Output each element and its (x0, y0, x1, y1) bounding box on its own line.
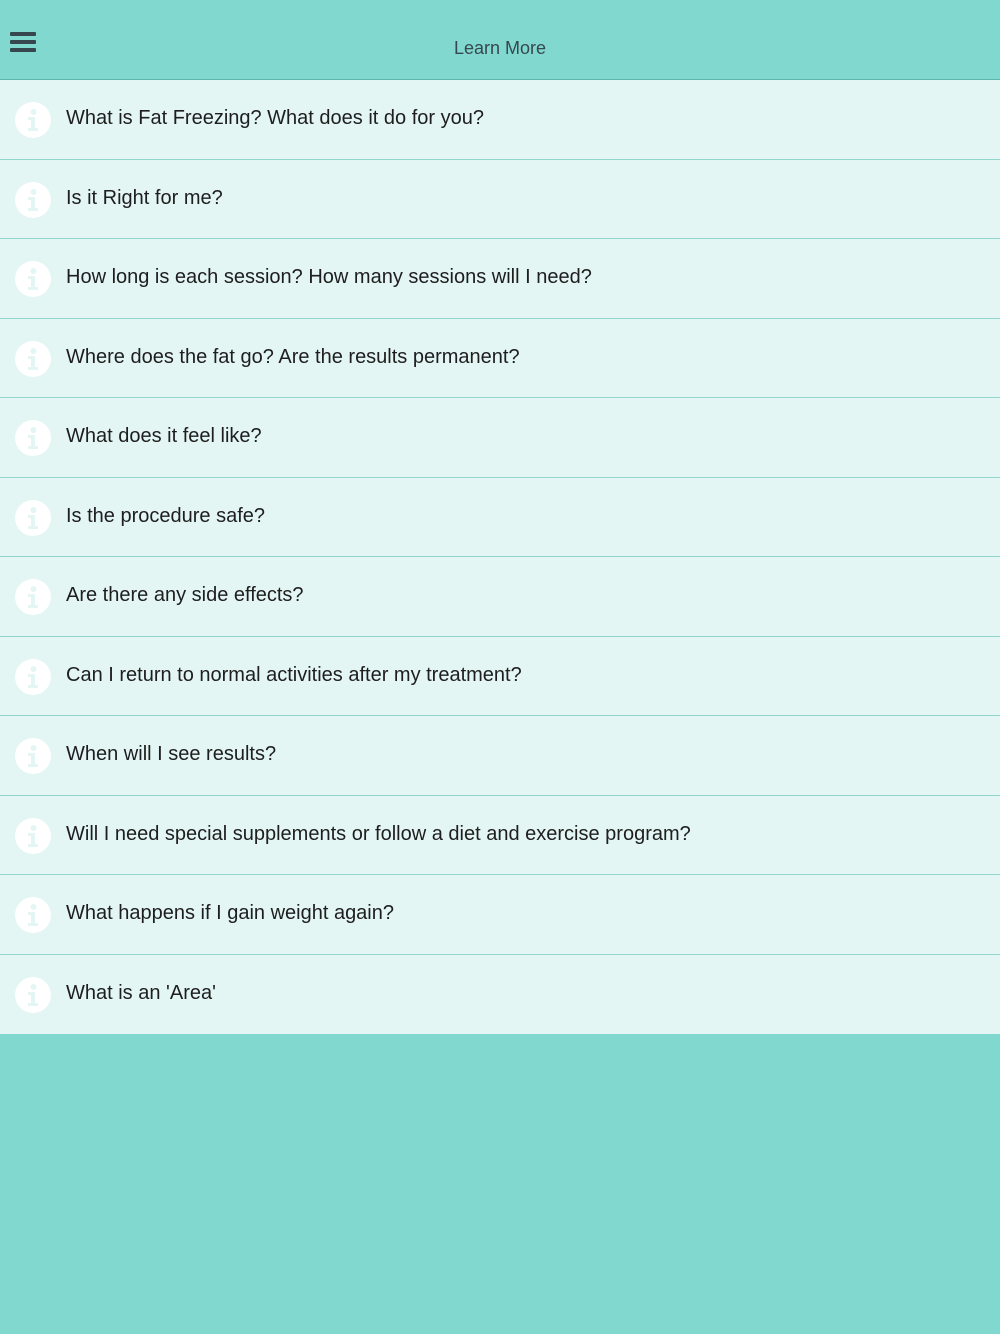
faq-item-procedure-safe[interactable] (0, 478, 1000, 558)
faq-item-label: Is it Right for me? (66, 186, 223, 209)
info-icon (15, 818, 51, 854)
faq-item-label: What is an 'Area' (66, 981, 216, 1004)
faq-item-label: Are there any side effects? (66, 584, 304, 606)
faq-item-label: What is Fat Freezing? What does it do for you? (66, 107, 484, 129)
info-icon (15, 182, 51, 218)
faq-item-gain-weight[interactable] (0, 875, 1000, 955)
faq-item-label: When will I see results? (66, 743, 277, 765)
faq-item-session-length[interactable] (0, 239, 1000, 319)
info-icon (15, 102, 51, 138)
faq-item-label: How long is each session? How many sessions will I need? (66, 266, 592, 288)
faq-item-what-is-area[interactable] (0, 955, 1000, 1035)
faq-item-is-it-right[interactable] (0, 160, 1000, 240)
page-title: Learn More (453, 38, 547, 58)
faq-item-what-is-fat-freezing[interactable] (0, 80, 1000, 160)
info-icon (15, 738, 51, 774)
info-icon (15, 500, 51, 536)
info-icon (15, 659, 51, 695)
info-icon (15, 420, 51, 456)
info-icon (15, 261, 51, 297)
faq-item-label: Can I return to normal activities after my treatment? (66, 663, 522, 686)
app-header (0, 0, 1000, 80)
info-icon (15, 897, 51, 933)
faq-item-side-effects[interactable] (0, 557, 1000, 637)
info-icon (15, 579, 51, 615)
faq-list (0, 80, 1000, 1034)
faq-item-where-fat-goes[interactable] (0, 319, 1000, 399)
faq-item-feel-like[interactable] (0, 398, 1000, 478)
info-icon (15, 977, 51, 1013)
faq-item-label: Will I need special supplements or follow a diet and exercise program? (66, 822, 691, 845)
faq-item-normal-activities[interactable] (0, 637, 1000, 717)
info-icon (15, 341, 51, 377)
faq-item-label: What does it feel like? (66, 425, 262, 447)
faq-item-supplements-diet[interactable] (0, 796, 1000, 876)
faq-item-label: Where does the fat go? Are the results permanent? (66, 345, 520, 368)
faq-item-see-results[interactable] (0, 716, 1000, 796)
faq-item-label: Is the procedure safe? (66, 504, 266, 527)
faq-item-label: What happens if I gain weight again? (66, 902, 394, 924)
